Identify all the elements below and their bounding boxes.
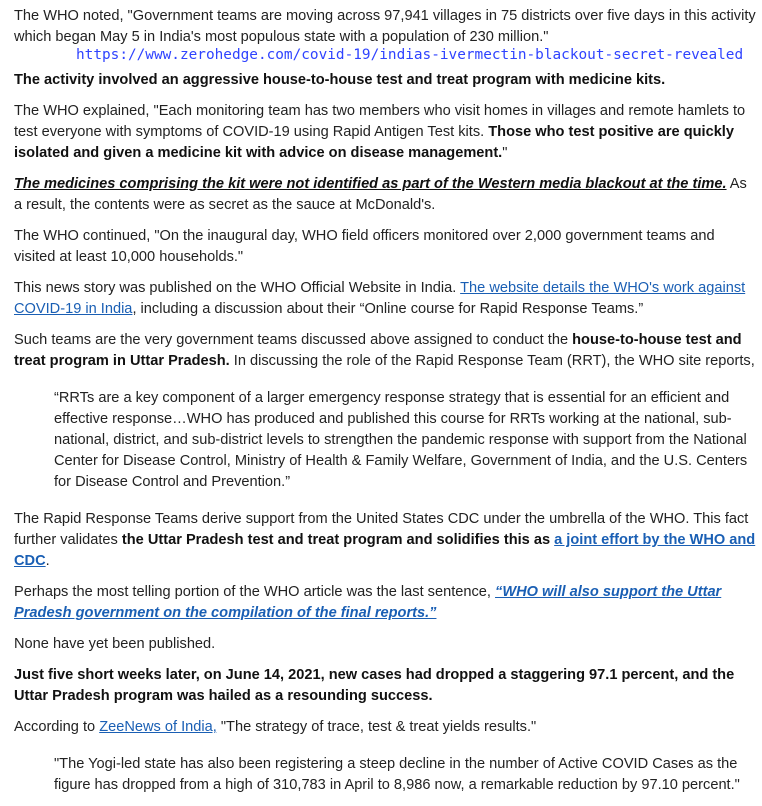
paragraph-such-teams bbox=[14, 330, 758, 372]
paragraph-five-weeks bbox=[14, 665, 758, 707]
paragraph-who-noted: The WHO noted, "Government teams are moving across 97,941 villages in 75 districts over five days in this activity which began May 5 in India's most populous state with a population of 230 million." bbox=[14, 8, 756, 45]
activity-bold-text: The activity involved an aggressive house-to-house test and treat program with medicine kits. bbox=[14, 72, 666, 88]
paragraph-who-explained bbox=[14, 101, 758, 164]
blockquote-yogi: "The Yogi-led state has also been registering a steep decline in the number of Active COVID Cases as the figure has dropped from a high of 310,783 in April to 8,986 now, a remarkable reduction by 97.10 percent." bbox=[54, 756, 740, 793]
paragraph-telling-portion bbox=[14, 582, 758, 624]
rapid-response-text: The Rapid Response Teams derive support from the United States CDC under the umbrella of the WHO. This fact further validates bbox=[14, 511, 749, 548]
paragraph-who-continued: The WHO continued, "On the inaugural day, WHO field officers monitored over 2,000 government teams and visited at least 10,000 households." bbox=[14, 228, 715, 265]
zeenews-text-end: "The strategy of trace, test & treat yields results." bbox=[216, 719, 537, 735]
paragraph-none-published: None have yet been published. bbox=[14, 636, 216, 652]
five-weeks-bold-text: Just five short weeks later, on June 14, 2021, new cases had dropped a staggering 97.1 percent, and the Uttar Pradesh program was hailed as a resounding success. bbox=[14, 667, 735, 704]
such-teams-text-end: In discussing the role of the Rapid Response Team (RRT), the WHO site reports, bbox=[229, 353, 755, 369]
medicines-emphasis-text: The medicines comprising the kit were not identified as part of the Western media blackout at the time. bbox=[14, 176, 727, 192]
such-teams-text: Such teams are the very government teams discussed above assigned to conduct the bbox=[14, 332, 573, 348]
news-story-text: This news story was published on the WHO Official Website in India. bbox=[14, 280, 461, 296]
explained-text: The WHO explained, "Each monitoring team has two members who visit homes in villages and remote hamlets to test everyone with symptoms of COVID-19 using Rapid Antigen Test kits. bbox=[14, 103, 746, 140]
rapid-response-period: . bbox=[45, 553, 50, 569]
paragraph-activity bbox=[14, 70, 758, 91]
explained-bold-text: Those who test positive are quickly isolated and given a medicine kit with advice on disease management. bbox=[14, 124, 734, 161]
explained-closing-quote: " bbox=[502, 145, 508, 161]
medicines-text: As a result, the contents were as secret as the sauce at McDonald's. bbox=[14, 176, 747, 213]
telling-portion-text: Perhaps the most telling portion of the WHO article was the last sentence, bbox=[14, 584, 496, 600]
who-support-quote-link[interactable]: “WHO will also support the Uttar Pradesh government on the compilation of the final reports.” bbox=[14, 584, 722, 621]
who-india-website-link[interactable]: The website details the WHO's work against COVID-19 in India bbox=[14, 280, 746, 317]
paragraph-news-story bbox=[14, 278, 758, 320]
zeenews-link[interactable]: ZeeNews of India, bbox=[99, 719, 217, 735]
paragraph-medicines bbox=[14, 174, 758, 216]
zeenews-text: According to bbox=[14, 719, 100, 735]
paragraph-rapid-response bbox=[14, 509, 758, 572]
overlay-source-url: https://www.zerohedge.com/covid-19/indias-ivermectin-blackout-secret-revealed bbox=[76, 47, 744, 63]
such-teams-bold-text: house-to-house test and treat program in Uttar Pradesh. bbox=[14, 332, 742, 369]
rapid-response-bold-text: the Uttar Pradesh test and treat program and solidifies this as bbox=[121, 532, 555, 548]
news-story-text-end: , including a discussion about their “Online course for Rapid Response Teams.” bbox=[132, 301, 644, 317]
article-body bbox=[14, 6, 758, 806]
paragraph-zeenews bbox=[14, 717, 758, 738]
blockquote-rrt: “RRTs are a key component of a larger emergency response strategy that is essential for an efficient and effective response…WHO has produced and published this course for RRTs working at the national, sub-national, district, and sub-district levels to strengthen the pandemic response with support from the National Center for Disease Control, Ministry of Health & Family Welfare, Government of India, and the U.S. Centers for Disease Control and Prevention.” bbox=[54, 390, 748, 490]
joint-effort-link[interactable]: a joint effort by the WHO and CDC bbox=[14, 532, 756, 569]
